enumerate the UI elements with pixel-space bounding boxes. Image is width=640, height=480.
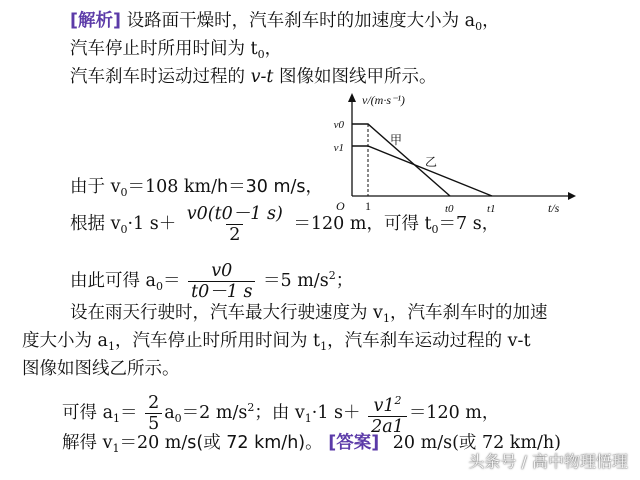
- para-mid-2: ，汽车停止时所用时间为 t: [115, 331, 321, 351]
- heading-sub-1: 0: [475, 20, 483, 33]
- heading-line-3: [70, 66, 436, 88]
- t0-label: t0: [445, 203, 454, 215]
- eq3-eq: ＝: [163, 271, 181, 291]
- eq4-fraction-a: [145, 393, 162, 434]
- eq2-denominator: 2: [226, 224, 243, 245]
- eq3-sup: 2: [328, 269, 336, 282]
- eq4-post4: ·1 s＋: [311, 403, 361, 423]
- heading-line-2: [70, 38, 282, 66]
- v0-label: v0: [333, 119, 344, 131]
- equation-1: [70, 176, 323, 204]
- eq2-sub: 0: [120, 223, 128, 236]
- para-end-2: ，汽车刹车运动过程的 v-t: [327, 331, 531, 351]
- eq3-pre: 由此可得 a: [70, 271, 156, 291]
- eq4-num-sup: 2: [394, 393, 402, 407]
- eq2-end: ＝7 s，: [438, 214, 500, 234]
- eq4-post2: ＝2 m/s: [181, 403, 248, 423]
- x-axis-arrow: [568, 192, 576, 200]
- eq4-fraction-b: [368, 391, 407, 437]
- eq1-pre: 由于 v: [70, 177, 121, 197]
- eq4-sup: 2: [247, 401, 255, 414]
- eq4-eq: ＝: [120, 403, 138, 423]
- eq4-post: a: [164, 403, 175, 423]
- eq2-post: ＝120 m，可得 t: [293, 214, 432, 234]
- eq4-fraction-a-den: 5: [145, 413, 162, 434]
- eq2-mid: ·1 s＋: [127, 214, 177, 234]
- paragraph-line-1: [70, 302, 547, 330]
- para-sub-1: 1: [382, 312, 390, 325]
- eq4-fraction-a-num: 2: [148, 393, 160, 413]
- eq4-sub: 1: [113, 412, 120, 425]
- eq4-pre: 可得 a: [62, 403, 113, 423]
- analysis-tag: [解析]: [70, 11, 121, 31]
- heading-end-1: ，: [482, 11, 500, 31]
- answer-tag: [答案]: [328, 433, 380, 453]
- eq5-sub: 1: [112, 442, 120, 455]
- heading-text-1: 设路面干燥时，汽车刹车时的加速度大小为 a: [126, 11, 476, 31]
- para-text-2: 度大小为 a: [22, 331, 108, 351]
- eq3-denominator: t0－1 s: [188, 281, 255, 302]
- eq4-fraction-b-num: [370, 391, 404, 416]
- eq3-fraction: [188, 261, 255, 302]
- tick-1-label: 1: [365, 199, 371, 213]
- eq2-numerator: v0(t0－1 s): [186, 204, 283, 224]
- eq2-pre: 根据 v: [70, 214, 121, 234]
- paragraph-line-2: [22, 330, 531, 358]
- heading-text-3b: 图像如图线甲所示。: [273, 67, 437, 87]
- eq4-post-sub: 0: [174, 412, 182, 425]
- para-end-1: ，汽车刹车时的加速: [389, 303, 548, 323]
- x-axis-label: t/s: [548, 201, 560, 215]
- t1-label: t1: [487, 203, 496, 215]
- para-text-3: 图像如图线乙所示。: [22, 359, 180, 379]
- answer-text: 20 m/s(或 72 km/h): [392, 433, 561, 453]
- watermark: 头条号 / 高中物理悟理: [468, 452, 628, 471]
- origin-label: O: [336, 199, 345, 213]
- eq2-post-sub: 0: [431, 223, 439, 236]
- heading-line-1: [70, 10, 500, 38]
- eq1-body-b: h＝30 m/s: [217, 177, 306, 197]
- paragraph-line-3: [22, 358, 180, 380]
- y-axis-arrow: [348, 93, 356, 102]
- heading-vt: v-t: [250, 67, 274, 87]
- heading-text-2: 汽车停止时所用时间为 t: [70, 39, 258, 59]
- eq1-body-a: ＝108 km/: [127, 177, 218, 197]
- eq3-sub: 0: [156, 280, 163, 293]
- v1-label: v1: [333, 142, 344, 154]
- eq5-mid: ＝20 m/: [119, 433, 188, 453]
- yi-label: 乙: [425, 155, 438, 169]
- y-axis-label: v/(m·s⁻¹): [362, 93, 405, 107]
- eq3-numerator: v0: [211, 261, 233, 281]
- heading-end-2: ，: [264, 39, 283, 59]
- eq3-end: ；: [335, 271, 354, 291]
- eq4-post3-sub: 1: [304, 412, 312, 425]
- eq1-end: ，: [305, 177, 323, 197]
- para-text-1: 设在雨天行驶时，汽车最大行驶速度为 v: [70, 303, 383, 323]
- eq4-end: ＝120 m，: [408, 403, 500, 423]
- para-sub-2b: 1: [320, 340, 328, 353]
- para-sub-2: 1: [108, 340, 115, 353]
- equation-3: [70, 256, 353, 307]
- eq2-fraction: [184, 204, 286, 245]
- equation-2: [70, 204, 499, 250]
- eq5-mid2: s(或 72 km/h)。: [187, 433, 323, 453]
- eq4-fraction-b-den: 2a1: [368, 416, 407, 437]
- eq4-post3: ；由 v: [254, 403, 305, 423]
- vt-graph: [330, 88, 580, 223]
- eq3-post: ＝5 m/s: [263, 271, 329, 291]
- heading-sub-2: 0: [257, 48, 265, 61]
- eq1-sub: 0: [120, 186, 128, 199]
- jia-label: 甲: [390, 133, 403, 147]
- heading-text-3a: 汽车刹车时运动过程的: [70, 67, 251, 87]
- eq4-num-text: v1: [373, 395, 395, 416]
- eq5-pre: 解得 v: [62, 433, 113, 453]
